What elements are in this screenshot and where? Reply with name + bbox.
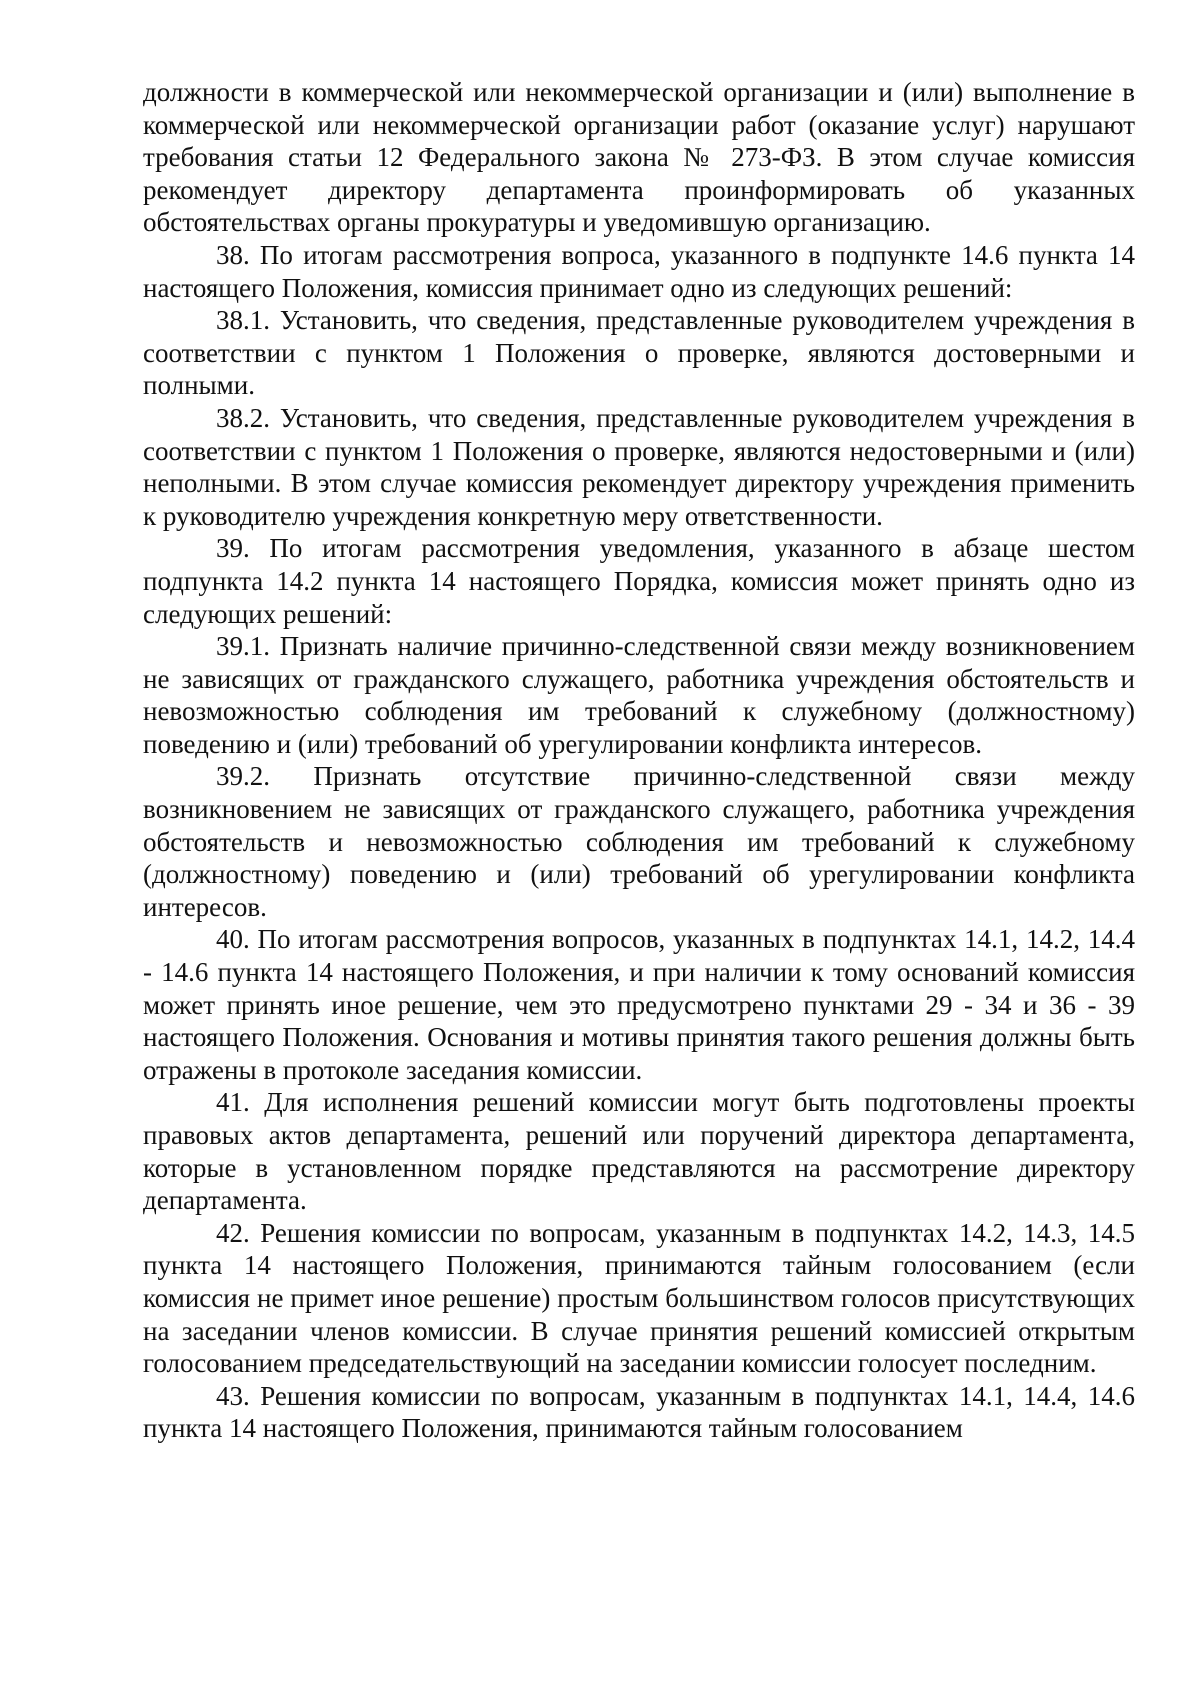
paragraph-38-2: 38.2. Установить, что сведения, представленные руководителем учреждения в соответствии с пунктом 1 Положения о проверке, являются недостоверными и (или) неполными. В этом случае комиссия рекомендует директору учреждения применить к руководителю учреждения конкретную меру ответственности.: [143, 402, 1135, 531]
paragraph-39-1: 39.1. Признать наличие причинно-следственной связи между возникновением не зависящих от гражданского служащего, работника учреждения обстоятельств и невозможностью соблюдения им требований к служебному (должностному) поведению и (или) требований об урегулировании конфликта интересов.: [143, 631, 1135, 759]
paragraph-38-1: 38.1. Установить, что сведения, представленные руководителем учреждения в соответствии с пунктом 1 Положения о проверке, являются достоверными и полными.: [143, 305, 1135, 401]
paragraph-40: 40. По итогам рассмотрения вопросов, указанных в подпунктах 14.1, 14.2, 14.4 - 14.6 пункта 14 настоящего Положения, и при наличии к тому оснований комиссия может принять иное решение, чем это предусмотрено пунктами 29 - 34 и 36 - 39 настоящего Положения. Основания и мотивы принятия такого решения должны быть отражены в протоколе заседания комиссии.: [143, 924, 1135, 1085]
document-page: [143, 76, 1135, 1445]
paragraph-38: 38. По итогам рассмотрения вопроса, указанного в подпункте 14.6 пункта 14 настоящего Положения, комиссия принимает одно из следующих решений:: [143, 239, 1135, 303]
paragraph-42: 42. Решения комиссии по вопросам, указанным в подпунктах 14.2, 14.3, 14.5 пункта 14 настоящего Положения, принимаются тайным голосованием (если комиссия не примет иное решение) простым большинством голосов присутствующих на заседании членов комиссии. В случае принятия решений комиссией открытым голосованием председательствующий на заседании комиссии голосует последним.: [143, 1217, 1135, 1379]
paragraph-39: 39. По итогам рассмотрения уведомления, указанного в абзаце шестом подпункта 14.2 пункта 14 настоящего Порядка, комиссия может принять одно из следующих решений:: [143, 533, 1135, 629]
paragraph-39-2: 39.2. Признать отсутствие причинно-следственной связи между возникновением не зависящих от гражданского служащего, работника учреждения обстоятельств и невозможностью соблюдения им требований к служебному (должностному) поведению и (или) требований об урегулировании конфликта интересов.: [143, 761, 1135, 922]
paragraph-37-continuation: должности в коммерческой или некоммерческой организации и (или) выполнение в коммерческой или некоммерческой организации работ (оказание услуг) нарушают требования статьи 12 Федерального закона № 273-ФЗ. В этом случае комиссия рекомендует директору департамента проинформировать об указанных обстоятельствах органы прокуратуры и уведомившую организацию.: [143, 77, 1135, 238]
paragraph-43: 43. Решения комиссии по вопросам, указанным в подпунктах 14.1, 14.4, 14.6 пункта 14 настоящего Положения, принимаются тайным голосованием: [143, 1380, 1135, 1444]
paragraph-41: 41. Для исполнения решений комиссии могут быть подготовлены проекты правовых актов департамента, решений или поручений директора департамента, которые в установленном порядке представляются на рассмотрение директору департамента.: [143, 1087, 1135, 1216]
